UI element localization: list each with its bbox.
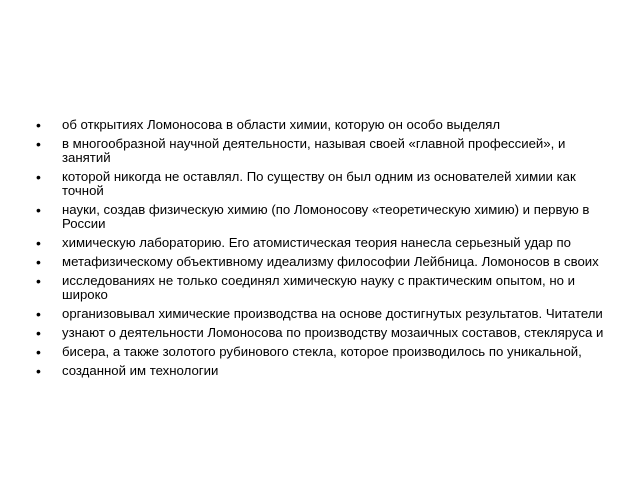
list-item-text: бисера, а также золотого рубинового стекла, которое производилось по уникальной, xyxy=(62,344,582,359)
list-item xyxy=(36,255,606,269)
list-item-text: об открытиях Ломоносова в области химии, которую он особо выделял xyxy=(62,117,501,132)
list-item-text: метафизическому объективному идеализму философии Лейбница. Ломоносов в своих xyxy=(62,254,599,269)
list-item xyxy=(36,274,606,302)
list-item-text: науки, создав физическую химию (по Ломоносову «теоретическую химию) и первую в России xyxy=(62,202,590,231)
list-item-text: организовывал химические производства на основе достигнутых результатов. Читатели xyxy=(62,306,603,321)
bullet-icon: • xyxy=(36,235,41,251)
bullet-icon: • xyxy=(36,254,41,270)
list-item xyxy=(36,364,606,378)
bullet-icon: • xyxy=(36,273,41,289)
list-item xyxy=(36,345,606,359)
list-item xyxy=(36,236,606,250)
list-item-text: которой никогда не оставлял. По существу он был одним из основателей химии как точной xyxy=(62,169,576,198)
list-item-text: исследованиях не только соединял химическую науку с практическим опытом, но и широко xyxy=(62,273,575,302)
list-item xyxy=(36,118,606,132)
bullet-list xyxy=(36,118,606,383)
bullet-icon: • xyxy=(36,169,41,185)
bullet-icon: • xyxy=(36,363,41,379)
bullet-icon: • xyxy=(36,306,41,322)
list-item-text: созданной им технологии xyxy=(62,363,219,378)
bullet-icon: • xyxy=(36,136,41,152)
list-item-text: в многообразной научной деятельности, называя своей «главной профессией», и занятий xyxy=(62,136,566,165)
bullet-icon: • xyxy=(36,325,41,341)
list-item xyxy=(36,326,606,340)
list-item-text: химическую лабораторию. Его атомистическая теория нанесла серьезный удар по xyxy=(62,235,571,250)
list-item-text: узнают о деятельности Ломоносова по производству мозаичных составов, стекляруса и xyxy=(62,325,604,340)
list-item xyxy=(36,137,606,165)
list-item xyxy=(36,170,606,198)
bullet-icon: • xyxy=(36,344,41,360)
list-item xyxy=(36,203,606,231)
list-item xyxy=(36,307,606,321)
bullet-icon: • xyxy=(36,117,41,133)
bullet-icon: • xyxy=(36,202,41,218)
